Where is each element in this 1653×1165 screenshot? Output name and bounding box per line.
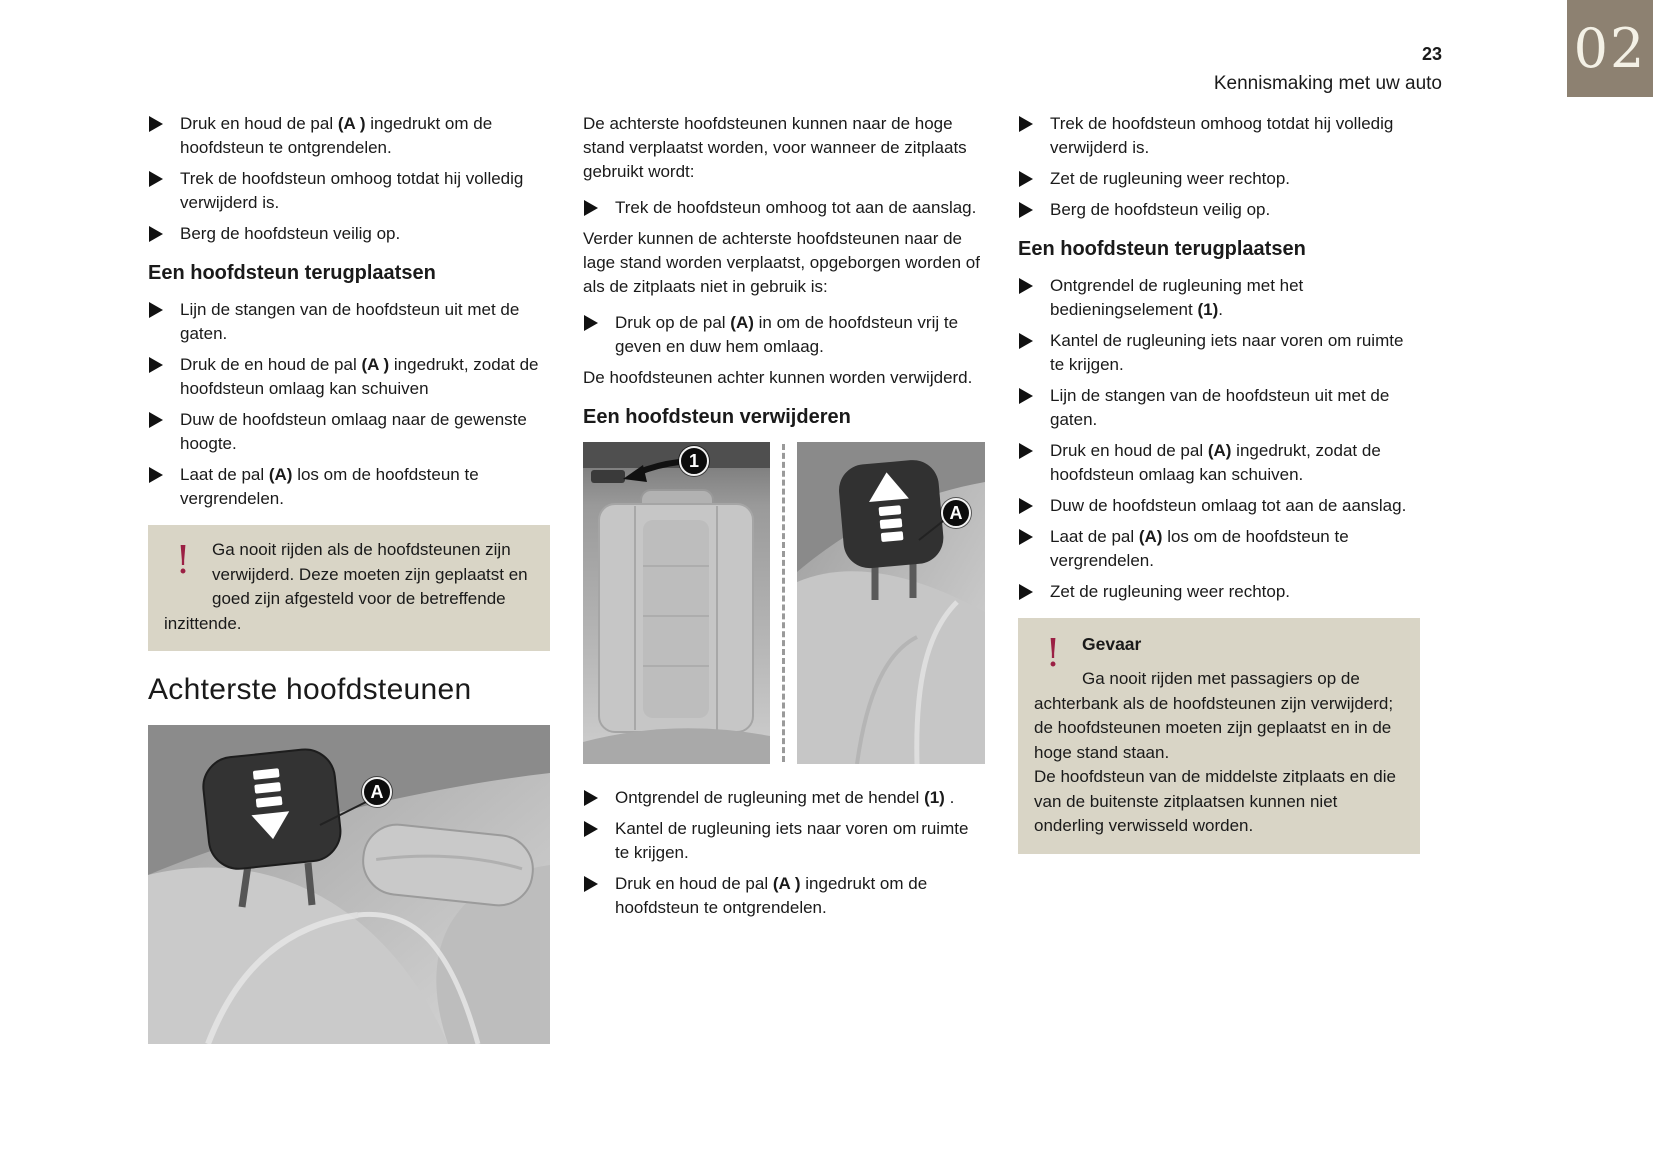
- bullet-list-replace-steps: [148, 298, 550, 511]
- bullet-arrow-icon: [149, 116, 163, 132]
- bullet-arrow-icon: [1019, 443, 1033, 459]
- content-columns: [148, 112, 1420, 1044]
- bullet-list-replace-rear-steps: [1018, 274, 1420, 604]
- bullet-text: Duw de hoofdsteun omlaag naar de gewenste hoogte.: [180, 410, 527, 453]
- bullet-arrow-icon: [1019, 333, 1033, 349]
- danger-text-2: De hoofdsteun van de middelste zitplaats en die van de buitenste zitplaatsen kunnen niet onderling verwisseld worden.: [1034, 767, 1396, 835]
- list-item: [148, 112, 550, 160]
- list-item: [148, 298, 550, 346]
- bullet-list-remove-steps: [148, 112, 550, 246]
- bullet-text: Druk op de pal (A) in om de hoofdsteun vrij te geven en duw hem omlaag.: [615, 313, 959, 356]
- list-item: [1018, 198, 1420, 222]
- list-item: [1018, 112, 1420, 160]
- figure-remove-headrest: [583, 442, 985, 764]
- bullet-arrow-icon: [1019, 584, 1033, 600]
- figure-label-a: A: [941, 498, 971, 528]
- list-item: [583, 872, 985, 920]
- bullet-arrow-icon: [149, 467, 163, 483]
- page-header: [1214, 44, 1442, 95]
- bullet-text: Duw de hoofdsteun omlaag tot aan de aanslag.: [1050, 496, 1407, 515]
- bullet-text: Lijn de stangen van de hoofdsteun uit met de gaten.: [1050, 386, 1390, 429]
- warning-text: Ga nooit rijden als de hoofdsteunen zijn verwijderd. Deze moeten zijn geplaatst en goed zijn afgesteld voor de betreffende inzittende.: [164, 540, 528, 633]
- list-item: [583, 786, 985, 810]
- list-item: [1018, 494, 1420, 518]
- section-heading-remove: Een hoofdsteun verwijderen: [583, 406, 851, 428]
- bullet-text: Berg de hoofdsteun veilig op.: [1050, 200, 1271, 219]
- list-item: [1018, 384, 1420, 432]
- bullet-arrow-icon: [149, 226, 163, 242]
- bullet-text: Druk en houd de pal (A ) ingedrukt om de hoofdsteun te ontgrendelen.: [615, 874, 928, 917]
- page-header-title: Kennismaking met uw auto: [1213, 73, 1442, 94]
- list-item: [1018, 580, 1420, 604]
- bullet-text: Druk en houd de pal (A ) ingedrukt om de hoofdsteun te ontgrendelen.: [180, 114, 493, 157]
- list-item: [148, 353, 550, 401]
- list-item: [148, 222, 550, 246]
- bullet-arrow-icon: [149, 357, 163, 373]
- page-number: 23: [1421, 44, 1442, 64]
- list-item: [1018, 329, 1420, 377]
- bullet-text: Kantel de rugleuning iets naar voren om ruimte te krijgen.: [1050, 331, 1404, 374]
- bullet-arrow-icon: [149, 412, 163, 428]
- chapter-number: 02: [1573, 16, 1647, 80]
- bullet-text: Berg de hoofdsteun veilig op.: [180, 224, 401, 243]
- bullet-text: Trek de hoofdsteun omhoog totdat hij volledig verwijderd is.: [180, 169, 524, 212]
- bullet-text: Ontgrendel de rugleuning met de hendel (1) .: [615, 788, 955, 807]
- bullet-arrow-icon: [584, 315, 598, 331]
- bullet-arrow-icon: [584, 200, 598, 216]
- bullet-arrow-icon: [1019, 529, 1033, 545]
- danger-exclamation-icon: !: [1045, 631, 1061, 675]
- bullet-text: Lijn de stangen van de hoofdsteun uit met de gaten.: [180, 300, 520, 343]
- bullet-arrow-icon: [1019, 498, 1033, 514]
- bullet-arrow-icon: [584, 790, 598, 806]
- list-item: [583, 196, 985, 220]
- warning-box: [148, 525, 550, 651]
- danger-text-1: Ga nooit rijden met passagiers op de achterbank als de hoofdsteunen zijn verwijderd; de hoofdsteunen moeten zijn geplaatst en in de hoge stand staan.: [1034, 669, 1394, 762]
- list-item: [148, 408, 550, 456]
- figure-label-1: 1: [679, 446, 709, 476]
- bullet-text: Laat de pal (A) los om de hoofdsteun te vergrendelen.: [180, 465, 479, 508]
- bullet-arrow-icon: [149, 171, 163, 187]
- headrest-up-illustration: [797, 442, 985, 764]
- figure-rear-headrest: [148, 725, 550, 1044]
- paragraph-low-position: Verder kunnen de achterste hoofdsteunen naar de lage stand worden verplaatst, opgeborgen worden of als de zitplaats niet in gebruik is:: [583, 229, 980, 296]
- figure-label-a: A: [362, 777, 392, 807]
- bullet-arrow-icon: [1019, 171, 1033, 187]
- list-item: [1018, 167, 1420, 191]
- bullet-text: Trek de hoofdsteun omhoog totdat hij volledig verwijderd is.: [1050, 114, 1394, 157]
- paragraph-removable: De hoofdsteunen achter kunnen worden verwijderd.: [583, 368, 973, 387]
- danger-box: [1018, 618, 1420, 854]
- list-item: [1018, 525, 1420, 573]
- list-item: [1018, 274, 1420, 322]
- list-item: [583, 817, 985, 865]
- figure-headrest-panel: [797, 442, 985, 764]
- bullet-arrow-icon: [1019, 202, 1033, 218]
- chapter-tab: [1567, 0, 1653, 97]
- bullet-list-remove-final: [1018, 112, 1420, 222]
- figure-divider: [770, 442, 797, 764]
- bullet-arrow-icon: [584, 876, 598, 892]
- bullet-list-remove-procedure: [583, 786, 985, 920]
- column-2: [583, 112, 985, 1044]
- bullet-text: Ontgrendel de rugleuning met het bedieningselement (1).: [1050, 276, 1304, 319]
- bullet-text: Zet de rugleuning weer rechtop.: [1050, 169, 1291, 188]
- section-heading-replace-rear: Een hoofdsteun terugplaatsen: [1018, 238, 1306, 260]
- figure-seatback-panel: [583, 442, 770, 764]
- bullet-text: Kantel de rugleuning iets naar voren om ruimte te krijgen.: [615, 819, 969, 862]
- paragraph-high-position: De achterste hoofdsteunen kunnen naar de hoge stand verplaatst worden, voor wanneer de zitplaats gebruikt wordt:: [583, 114, 967, 181]
- section-heading-replace: Een hoofdsteun terugplaatsen: [148, 262, 436, 284]
- list-item: [148, 463, 550, 511]
- bullet-text: Laat de pal (A) los om de hoofdsteun te vergrendelen.: [1050, 527, 1349, 570]
- bullet-text: Zet de rugleuning weer rechtop.: [1050, 582, 1291, 601]
- list-item: [148, 167, 550, 215]
- bullet-text: Druk en houd de pal (A) ingedrukt, zodat de hoofdsteun omlaag kan schuiven.: [1050, 441, 1381, 484]
- bullet-arrow-icon: [149, 302, 163, 318]
- column-1: [148, 112, 550, 1044]
- rear-headrest-illustration: [148, 725, 550, 1044]
- bullet-arrow-icon: [584, 821, 598, 837]
- list-item: [583, 311, 985, 359]
- bullet-text: Trek de hoofdsteun omhoog tot aan de aanslag.: [615, 198, 977, 217]
- bullet-list-raise: [583, 196, 985, 220]
- bullet-arrow-icon: [1019, 388, 1033, 404]
- seatback-illustration: [583, 442, 770, 764]
- bullet-arrow-icon: [1019, 278, 1033, 294]
- page-section-title: Achterste hoofdsteunen: [148, 673, 472, 706]
- bullet-arrow-icon: [1019, 116, 1033, 132]
- bullet-list-lower: [583, 311, 985, 359]
- column-3: [1018, 112, 1420, 1044]
- danger-title: Gevaar: [1082, 634, 1142, 654]
- list-item: [1018, 439, 1420, 487]
- bullet-text: Druk de en houd de pal (A ) ingedrukt, zodat de hoofdsteun omlaag kan schuiven: [180, 355, 539, 398]
- warning-exclamation-icon: !: [175, 538, 191, 582]
